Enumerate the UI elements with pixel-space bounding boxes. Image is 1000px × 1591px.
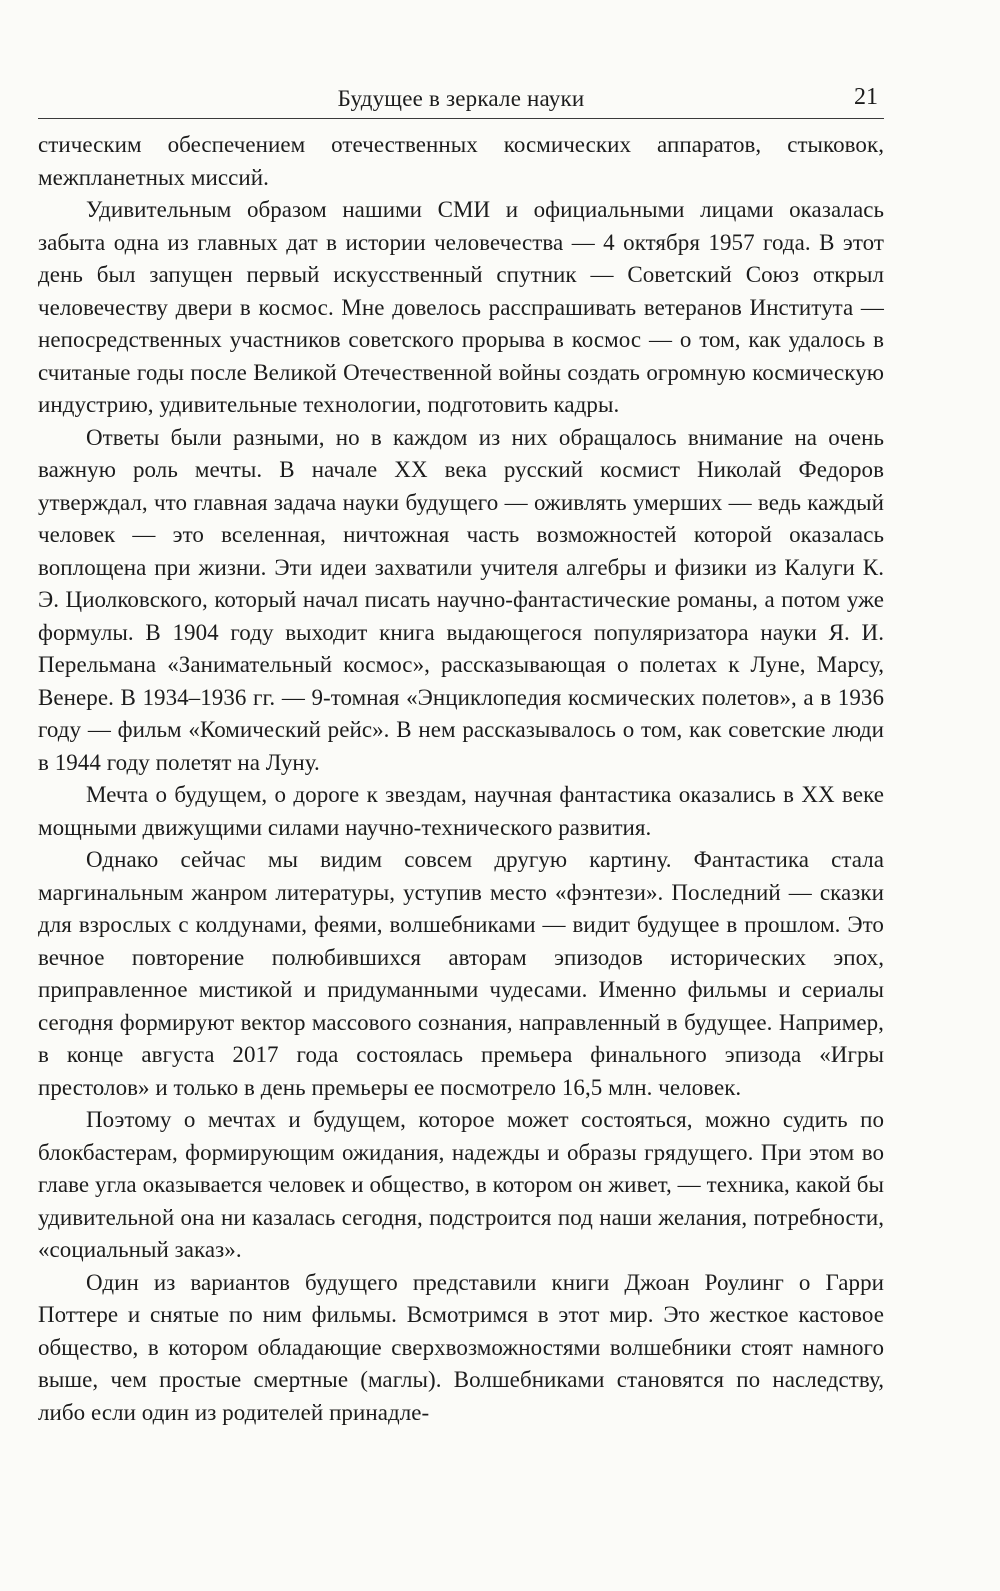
body-text xyxy=(38,129,884,1429)
paragraph: Мечта о будущем, о дороге к звездам, научная фантастика оказались в XX веке мощными движущими силами научно-технического развития. xyxy=(38,782,884,840)
running-title: Будущее в зеркале науки xyxy=(337,86,585,111)
paragraph-continuation: стическим обеспечением отечественных космических аппаратов, стыковок, межпланетных миссий. xyxy=(38,132,884,190)
paragraph: Поэтому о мечтах и будущем, которое может состояться, можно судить по блокбастерам, формирующим ожидания, надежды и образы грядущего. При этом во главе угла оказывается человек и общество, в котором он живет, — техника, какой бы удивительной она ни казалась сегодня, подстроится под наши желания, потребности, «социальный заказ». xyxy=(38,1107,884,1262)
book-page xyxy=(38,82,884,1429)
running-header xyxy=(38,82,884,119)
paragraph: Удивительным образом нашими СМИ и официальными лицами оказалась забыта одна из главных дат в истории человечества — 4 октября 1957 года. В этот день был запущен первый искусственный спутник — Советский Союз открыл человечеству двери в космос. Мне довелось расспрашивать ветеранов Института — непосредственных участников советского прорыва в космос — о том, как удалось в считаные годы после Великой Отечественной войны создать огромную космическую индустрию, удивительные технологии, подготовить кадры. xyxy=(38,197,884,417)
page-number: 21 xyxy=(854,84,878,110)
paragraph: Однако сейчас мы видим совсем другую картину. Фантастика стала маргинальным жанром литературы, уступив место «фэнтези». Последний — сказки для взрослых с колдунами, феями, волшебниками — видит будущее в прошлом. Это вечное повторение полюбившихся авторам эпизодов исторических эпох, приправленное мистикой и придуманными чудесами. Именно фильмы и сериалы сегодня формируют вектор массового сознания, направленный в будущее. Например, в конце августа 2017 года состоялась премьера финального эпизода «Игры престолов» и только в день премьеры ее посмотрело 16,5 млн. человек. xyxy=(38,847,884,1100)
paragraph-continues: Один из вариантов будущего представили книги Джоан Роулинг о Гарри Поттере и снятые по ним фильмы. Всмотримся в этот мир. Это жесткое кастовое общество, в котором обладающие сверхвозможностями волшебники стоят намного выше, чем простые смертные (маглы). Волшебниками становятся по наследству, либо если один из родителей принадле- xyxy=(38,1269,884,1425)
paragraph: Ответы были разными, но в каждом из них обращалось внимание на очень важную роль мечты. В начале XX века русский космист Николай Федоров утверждал, что главная задача науки будущего — оживлять умерших — ведь каждый человек — это вселенная, ничтожная часть возможностей которой оказалась воплощена при жизни. Эти идеи захватили учителя алгебры и физики из Калуги К. Э. Циолковского, который начал писать научно-фантастические романы, а потом уже формулы. В 1904 году выходит книга выдающегося популяризатора науки Я. И. Перельмана «Занимательный космос», рассказывающая о полетах к Луне, Марсу, Венере. В 1934–1936 гг. — 9-томная «Энциклопедия космических полетов», а в 1936 году — фильм «Комический рейс». В нем рассказывалось о том, как советские люди в 1944 году полетят на Луну. xyxy=(38,424,884,775)
